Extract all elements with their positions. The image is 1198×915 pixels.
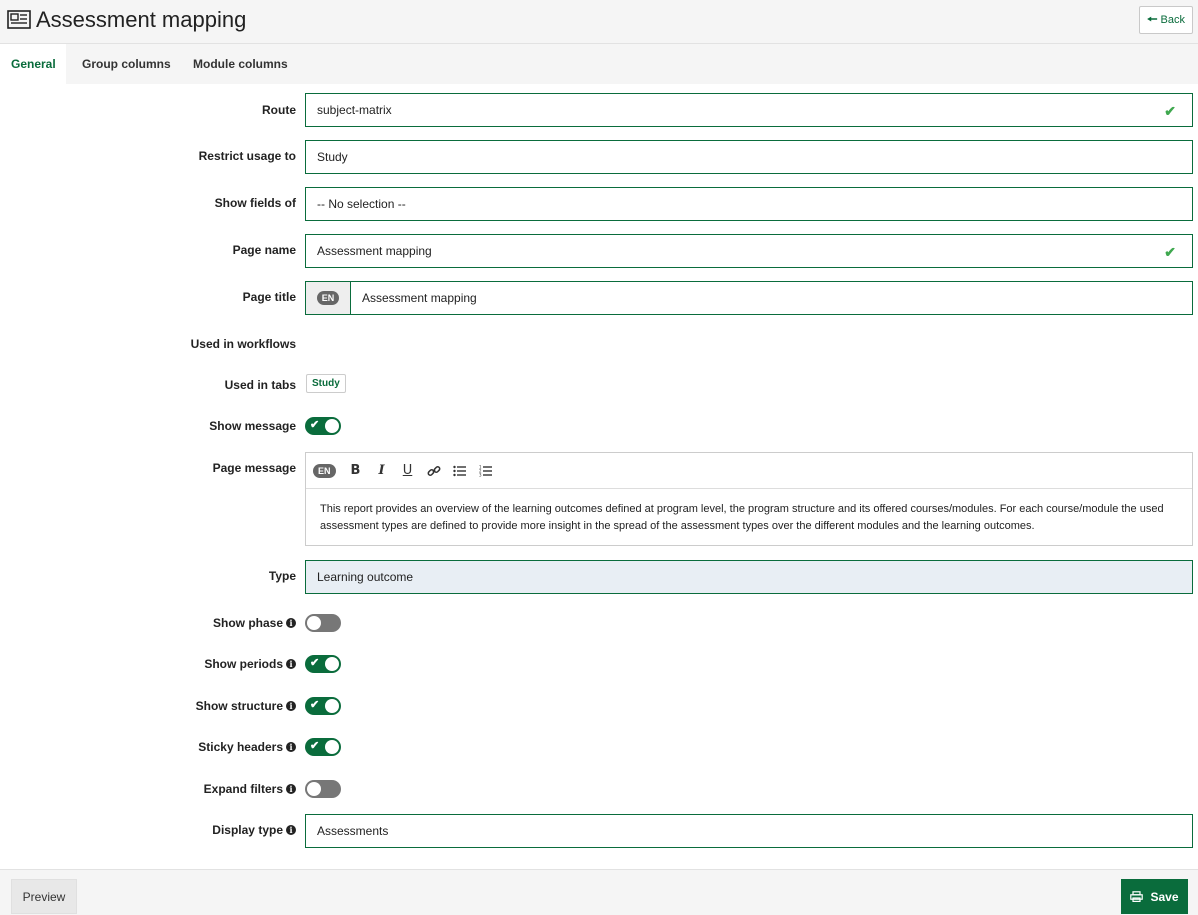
tab-general[interactable]: General [0, 44, 66, 84]
info-icon[interactable]: i [286, 618, 296, 628]
type-field [305, 560, 1193, 594]
svg-text:1: 1 [478, 464, 482, 469]
info-icon[interactable]: i [286, 701, 296, 711]
show-phase-label: Show phase i [213, 616, 296, 630]
page-footer [0, 869, 1198, 915]
show-fields-of-label: Show fields of [214, 196, 296, 210]
toggle-knob [307, 616, 321, 630]
newspaper-icon [7, 10, 31, 29]
type-label: Type [268, 569, 296, 583]
expand-filters-label: Expand filters i [204, 782, 296, 796]
check-icon: ✔ [310, 419, 320, 431]
used-in-tabs-label: Used in tabs [224, 378, 296, 392]
bullet-list-icon[interactable] [450, 461, 470, 481]
save-button[interactable] [1121, 879, 1188, 914]
check-icon: ✔ [1164, 244, 1176, 260]
save-button-label: Save [1150, 889, 1179, 904]
page-title-value: Assessment mapping [362, 291, 477, 305]
printer-save-icon [1130, 891, 1143, 902]
editor-toolbar [306, 453, 1192, 489]
language-selector[interactable] [306, 282, 351, 314]
toggle-knob [325, 657, 339, 671]
show-fields-of-select[interactable] [305, 187, 1193, 221]
toggle-knob [307, 782, 321, 796]
language-badge[interactable]: EN [313, 464, 336, 478]
back-button[interactable] [1139, 6, 1193, 34]
page-message-label: Page message [212, 461, 296, 475]
page-message-editor[interactable] [305, 452, 1193, 546]
check-icon: ✔ [310, 657, 320, 669]
info-icon[interactable]: i [286, 784, 296, 794]
link-icon[interactable] [424, 461, 444, 481]
show-structure-toggle[interactable] [305, 697, 341, 715]
sticky-headers-toggle[interactable] [305, 738, 341, 756]
restrict-usage-field[interactable] [305, 140, 1193, 174]
info-icon[interactable]: i [286, 742, 296, 752]
route-value: subject-matrix [317, 103, 392, 117]
show-structure-label: Show structure i [196, 699, 296, 713]
show-phase-toggle[interactable] [305, 614, 341, 632]
show-message-label: Show message [209, 419, 296, 433]
show-periods-toggle[interactable] [305, 655, 341, 673]
page-name-label: Page name [232, 243, 296, 257]
display-type-select[interactable] [305, 814, 1193, 848]
display-type-label: Display type i [212, 823, 296, 837]
route-field[interactable] [305, 93, 1193, 127]
page-title: Assessment mapping [36, 7, 247, 32]
tab-bar [0, 44, 1198, 84]
arrow-left-icon: 🠔 [1147, 11, 1158, 26]
page-header [0, 0, 1198, 44]
page-name-field[interactable] [305, 234, 1193, 268]
toggle-knob [325, 740, 339, 754]
toggle-knob [325, 419, 339, 433]
restrict-usage-label: Restrict usage to [198, 149, 296, 163]
language-badge: EN [317, 291, 340, 305]
display-type-value: Assessments [317, 824, 389, 838]
tab-module-columns[interactable]: Module columns [193, 57, 288, 71]
svg-text:2: 2 [478, 468, 482, 473]
tab-tag[interactable]: Study [306, 374, 346, 393]
show-fields-of-value: -- No selection -- [317, 197, 406, 211]
restrict-usage-value: Study [317, 150, 348, 164]
underline-icon[interactable]: U [402, 463, 413, 478]
tab-group-columns[interactable]: Group columns [82, 57, 171, 71]
bold-icon[interactable]: B [350, 463, 361, 478]
toggle-knob [325, 699, 339, 713]
numbered-list-icon[interactable] [476, 461, 496, 481]
route-label: Route [262, 103, 296, 117]
info-icon[interactable]: i [286, 659, 296, 669]
page-title-label: Page title [242, 290, 296, 304]
type-value: Learning outcome [317, 570, 414, 584]
page-title-field[interactable] [305, 281, 1193, 315]
sticky-headers-label: Sticky headers i [198, 740, 296, 754]
back-button-label: Back [1160, 14, 1185, 26]
italic-icon[interactable]: I [378, 463, 385, 478]
check-icon: ✔ [310, 699, 320, 711]
page-name-value: Assessment mapping [317, 244, 432, 258]
show-periods-label: Show periods i [204, 657, 296, 671]
expand-filters-toggle[interactable] [305, 780, 341, 798]
preview-button[interactable]: Preview [11, 879, 77, 914]
info-icon[interactable]: i [286, 825, 296, 835]
check-icon: ✔ [310, 740, 320, 752]
page-message-text[interactable]: This report provides an overview of the learning outcomes defined at program level, the program structure and its offered courses/modules. For each course/module the used assessment types are defined to provide more insight in the spread of the assessment types over the different modules and the learning outcomes. [320, 503, 1164, 532]
show-message-toggle[interactable] [305, 417, 341, 435]
svg-text:3: 3 [478, 472, 482, 477]
check-icon: ✔ [1164, 103, 1176, 119]
used-in-workflows-label: Used in workflows [190, 337, 296, 351]
